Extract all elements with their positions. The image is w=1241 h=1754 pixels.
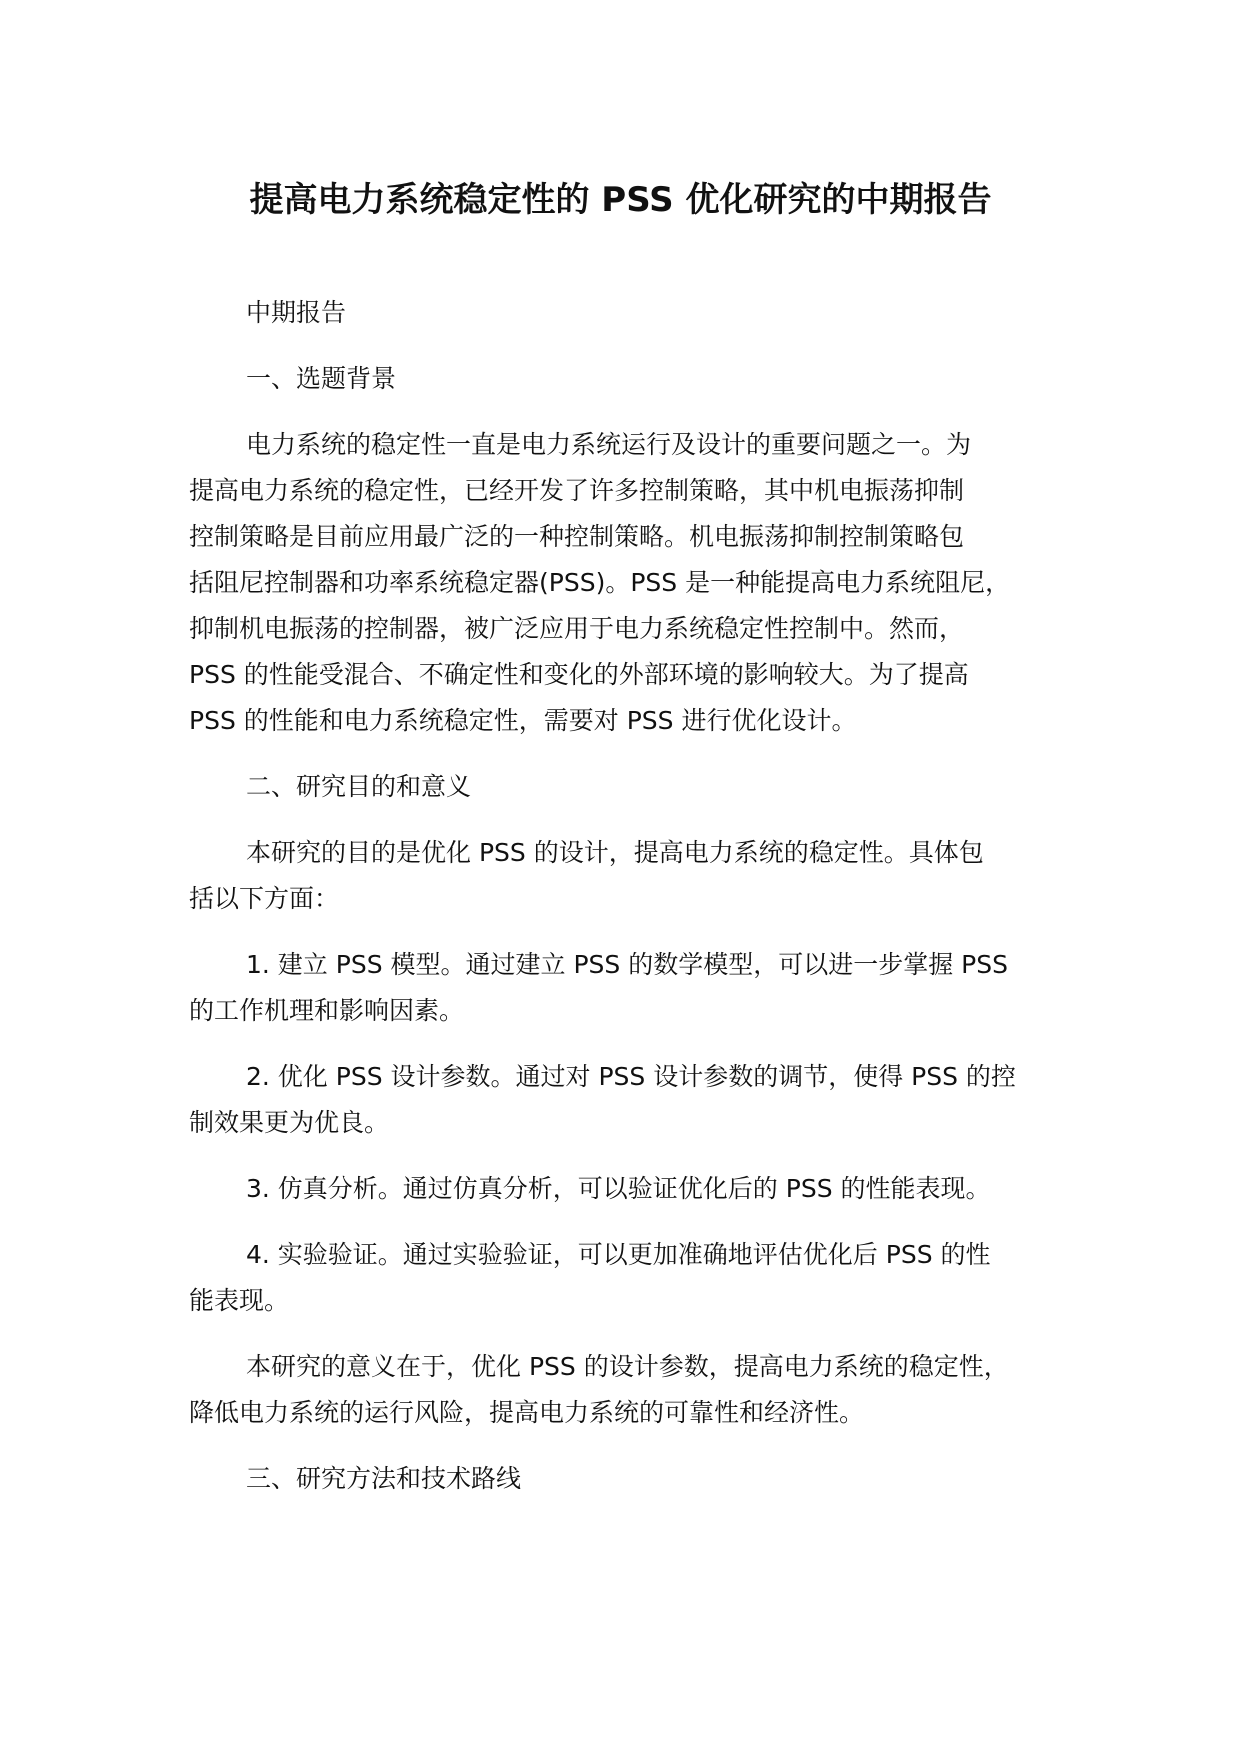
- paragraph-line: 3. 仿真分析。通过仿真分析，可以验证优化后的 PSS 的性能表现。: [246, 1174, 991, 1203]
- paragraph-line: 本研究的目的是优化 PSS 的设计，提高电力系统的稳定性。具体包: [246, 838, 984, 867]
- paragraph-line: 制效果更为优良。: [189, 1108, 390, 1137]
- document-body: [189, 290, 1079, 1522]
- paragraph: [189, 290, 1079, 336]
- paragraph-line: 三、研究方法和技术路线: [246, 1464, 522, 1493]
- paragraph-line: 2. 优化 PSS 设计参数。通过对 PSS 设计参数的调节，使得 PSS 的控: [246, 1062, 1016, 1091]
- paragraph-line: 括阻尼控制器和功率系统稳定器(PSS)。PSS 是一种能提高电力系统阻尼，: [189, 568, 1011, 597]
- paragraph-line: 一、选题背景: [246, 364, 397, 393]
- paragraph-line: 提高电力系统的稳定性，已经开发了许多控制策略，其中机电振荡抑制: [189, 476, 965, 505]
- paragraph: [189, 1232, 1079, 1324]
- paragraph: [189, 764, 1079, 810]
- paragraph: [189, 1054, 1079, 1146]
- paragraph-line: 括以下方面：: [189, 884, 340, 913]
- paragraph-line: 降低电力系统的运行风险，提高电力系统的可靠性和经济性。: [189, 1398, 865, 1427]
- paragraph-line: 电力系统的稳定性一直是电力系统运行及设计的重要问题之一。为: [246, 430, 972, 459]
- paragraph-line: 能表现。: [189, 1286, 290, 1315]
- paragraph: [189, 830, 1079, 922]
- paragraph: [189, 942, 1079, 1034]
- paragraph: [189, 1166, 1079, 1212]
- paragraph-line: 二、研究目的和意义: [246, 772, 472, 801]
- paragraph-line: 中期报告: [246, 298, 347, 327]
- paragraph: [189, 422, 1079, 744]
- paragraph: [189, 1344, 1079, 1436]
- paragraph: [189, 1456, 1079, 1502]
- paragraph-line: 4. 实验验证。通过实验验证，可以更加准确地评估优化后 PSS 的性: [246, 1240, 991, 1269]
- paragraph-line: 的工作机理和影响因素。: [189, 996, 465, 1025]
- paragraph: [189, 356, 1079, 402]
- paragraph-line: PSS 的性能和电力系统稳定性，需要对 PSS 进行优化设计。: [189, 706, 857, 735]
- paragraph-line: 抑制机电振荡的控制器，被广泛应用于电力系统稳定性控制中。然而，: [189, 614, 965, 643]
- paragraph-line: 控制策略是目前应用最广泛的一种控制策略。机电振荡抑制控制策略包: [189, 522, 965, 551]
- paragraph-line: 本研究的意义在于，优化 PSS 的设计参数，提高电力系统的稳定性，: [246, 1352, 1009, 1381]
- paragraph-line: PSS 的性能受混合、不确定性和变化的外部环境的影响较大。为了提高: [189, 660, 969, 689]
- paragraph-line: 1. 建立 PSS 模型。通过建立 PSS 的数学模型，可以进一步掌握 PSS: [246, 950, 1008, 979]
- document-title: 提高电力系统稳定性的 PSS 优化研究的中期报告: [249, 180, 992, 220]
